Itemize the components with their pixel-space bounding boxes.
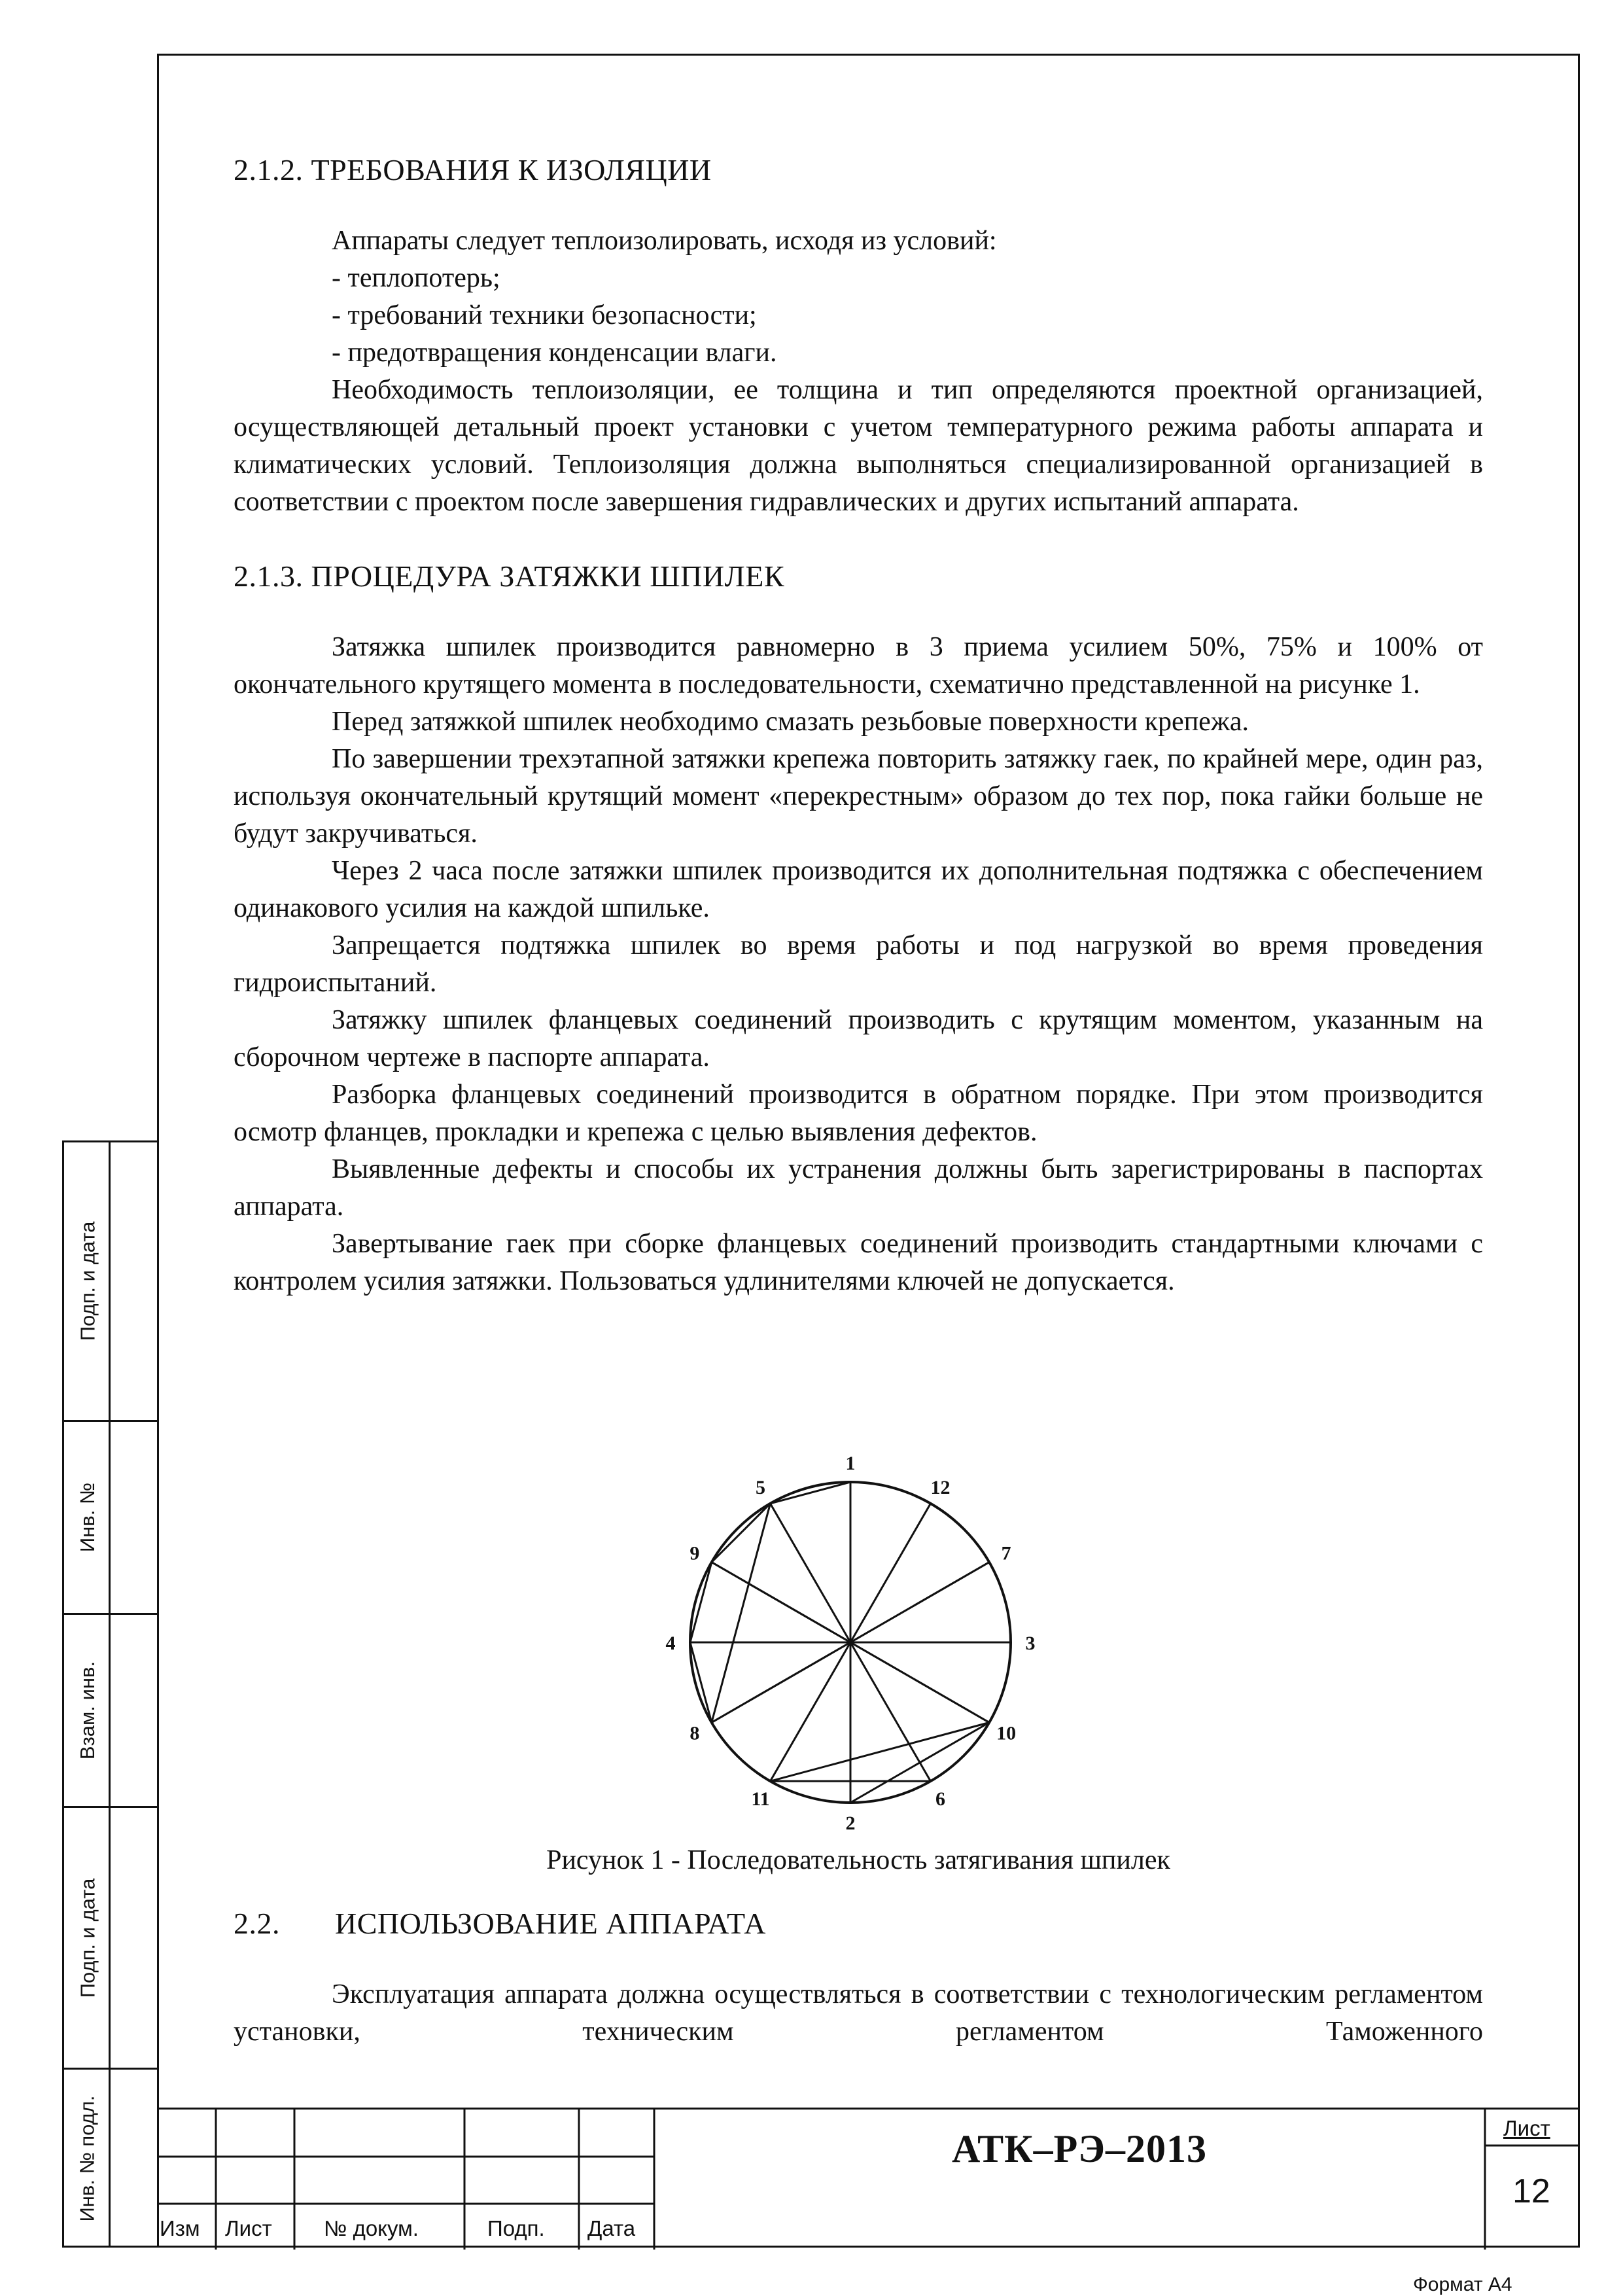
side-cell-sign-date-1 bbox=[64, 1142, 157, 1422]
side-label-inv-no: Инв. № bbox=[76, 1482, 99, 1553]
side-cell-replace-inv bbox=[64, 1615, 157, 1808]
spoke-line bbox=[850, 1642, 931, 1781]
chord-line bbox=[771, 1723, 990, 1782]
insulation-item: - требований техники безопасности; bbox=[332, 300, 757, 330]
side-label-replace-inv: Взам. инв. bbox=[76, 1661, 99, 1760]
heading-2-2-title: ИСПОЛЬЗОВАНИЕ АППАРАТА bbox=[335, 1907, 766, 1940]
usage-paragraph: Эксплуатация аппарата должна осуществляться в соответствии с технологическим регламентом установки, техническим регламентом Таможенного bbox=[234, 1979, 1483, 2047]
tightening-paragraph: По завершении трехэтапной затяжки крепежа повторить затяжку гаек, по крайней мере, один раз, используя окончательный крутящий момент «перекрестным» образом до тех пор, пока гайки больше не будут закручиваться. bbox=[234, 744, 1483, 849]
heading-2-1-2: 2.1.2. ТРЕБОВАНИЯ К ИЗОЛЯЦИИ bbox=[234, 153, 712, 186]
side-label-inv-orig: Инв. № подл. bbox=[76, 2095, 99, 2222]
insulation-item: - предотвращения конденсации влаги. bbox=[332, 338, 777, 368]
sheet-label: Лист bbox=[1503, 2116, 1550, 2140]
insulation-intro: Аппараты следует теплоизолировать, исходя из условий: bbox=[332, 226, 997, 256]
chord-line bbox=[771, 1482, 851, 1504]
column-izm: Изм bbox=[160, 2216, 200, 2240]
bolt-label: 2 bbox=[845, 1812, 856, 1834]
insulation-item: - теплопотерь; bbox=[332, 263, 500, 293]
bolt-label: 5 bbox=[756, 1476, 765, 1498]
tightening-paragraph: Затяжка шпилек производится равномерно в 3 приема усилием 50%, 75% и 100% от окончательного крутящего момента в последовательности, схематично представленной на рисунке 1. bbox=[234, 632, 1483, 699]
bolt-label: 11 bbox=[751, 1788, 770, 1810]
column-date: Дата bbox=[587, 2216, 636, 2240]
column-doc-no: № докум. bbox=[324, 2216, 419, 2240]
side-label-sign-date-1: Подп. и дата bbox=[76, 1221, 99, 1341]
tightening-paragraph: Запрещается подтяжка шпилек во время работы и под нагрузкой во время проведения гидроиспытаний. bbox=[234, 930, 1483, 998]
side-cell-inv-orig bbox=[64, 2070, 157, 2248]
side-stamp bbox=[62, 1140, 157, 2248]
bolt-sequence-figure bbox=[654, 1433, 1047, 1839]
insulation-paragraph: Необходимость теплоизоляции, ее толщина и тип определяются проектной организацией, осуществляющей детальный проект установки с учетом температурного режима работы аппарата и климатических условий. Теплоизоляция должна выполняться специализированной организацией в соответствии с проектом после завершения гидравлических и других испытаний аппарата. bbox=[234, 375, 1483, 517]
column-sign: Подп. bbox=[487, 2216, 545, 2240]
side-cell-sign-date-2 bbox=[64, 1808, 157, 2070]
chord-line bbox=[712, 1504, 771, 1723]
paper-format: Формат А4 bbox=[1413, 2274, 1512, 2295]
spoke-line bbox=[850, 1504, 931, 1642]
section-2-2 bbox=[234, 1904, 1483, 2051]
bolt-sequence-diagram bbox=[654, 1433, 1047, 1839]
side-label-sign-date-2: Подп. и дата bbox=[76, 1878, 99, 1998]
tightening-paragraph: Затяжку шпилек фланцевых соединений производить с крутящим моментом, указанным на сборочном чертеже в паспорте аппарата. bbox=[234, 1005, 1483, 1072]
bolt-label: 12 bbox=[930, 1476, 951, 1498]
tightening-paragraph: Выявленные дефекты и способы их устранения должны быть зарегистрированы в паспортах аппарата. bbox=[234, 1154, 1483, 1222]
chord-line bbox=[690, 1563, 712, 1643]
spoke-line bbox=[771, 1504, 851, 1642]
sheet-number: 12 bbox=[1512, 2172, 1550, 2210]
column-list: Лист bbox=[225, 2216, 272, 2240]
spoke-line bbox=[771, 1642, 851, 1781]
tightening-paragraph: Перед затяжкой шпилек необходимо смазать резьбовые поверхности крепежа. bbox=[332, 707, 1249, 737]
bolt-label: 9 bbox=[689, 1542, 700, 1564]
tightening-paragraph: Через 2 часа после затяжки шпилек производится их дополнительная подтяжка с обеспечением одинакового усилия на каждой шпильке. bbox=[234, 856, 1483, 923]
side-cell-inv-no bbox=[64, 1422, 157, 1615]
heading-2-2 bbox=[234, 1904, 1483, 1943]
chord-line bbox=[690, 1642, 712, 1723]
bolt-label: 4 bbox=[665, 1633, 676, 1654]
bolt-label: 8 bbox=[689, 1722, 700, 1744]
bolt-label: 6 bbox=[935, 1788, 945, 1810]
document-code: АТК–РЭ–2013 bbox=[952, 2127, 1207, 2170]
bolt-label: 3 bbox=[1025, 1633, 1036, 1654]
tightening-paragraph: Разборка фланцевых соединений производится в обратном порядке. При этом производится осмотр фланцев, прокладки и крепежа с целью выявления дефектов. bbox=[234, 1080, 1483, 1147]
chord-line bbox=[850, 1723, 989, 1803]
figure-caption: Рисунок 1 - Последовательность затягивания шпилек bbox=[546, 1845, 1170, 1875]
bolt-label: 10 bbox=[996, 1722, 1017, 1744]
tightening-paragraph: Завертывание гаек при сборке фланцевых соединений производить стандартными ключами с контролем усилия затяжки. Пользоваться удлинителями ключей не допускается. bbox=[234, 1229, 1483, 1296]
heading-2-1-3: 2.1.3. ПРОЦЕДУРА ЗАТЯЖКИ ШПИЛЕК bbox=[234, 559, 785, 593]
heading-2-2-number: 2.2. bbox=[234, 1907, 280, 1940]
bolt-label: 1 bbox=[845, 1453, 856, 1474]
bolt-label: 7 bbox=[1001, 1542, 1011, 1564]
main-content bbox=[234, 150, 1483, 1300]
